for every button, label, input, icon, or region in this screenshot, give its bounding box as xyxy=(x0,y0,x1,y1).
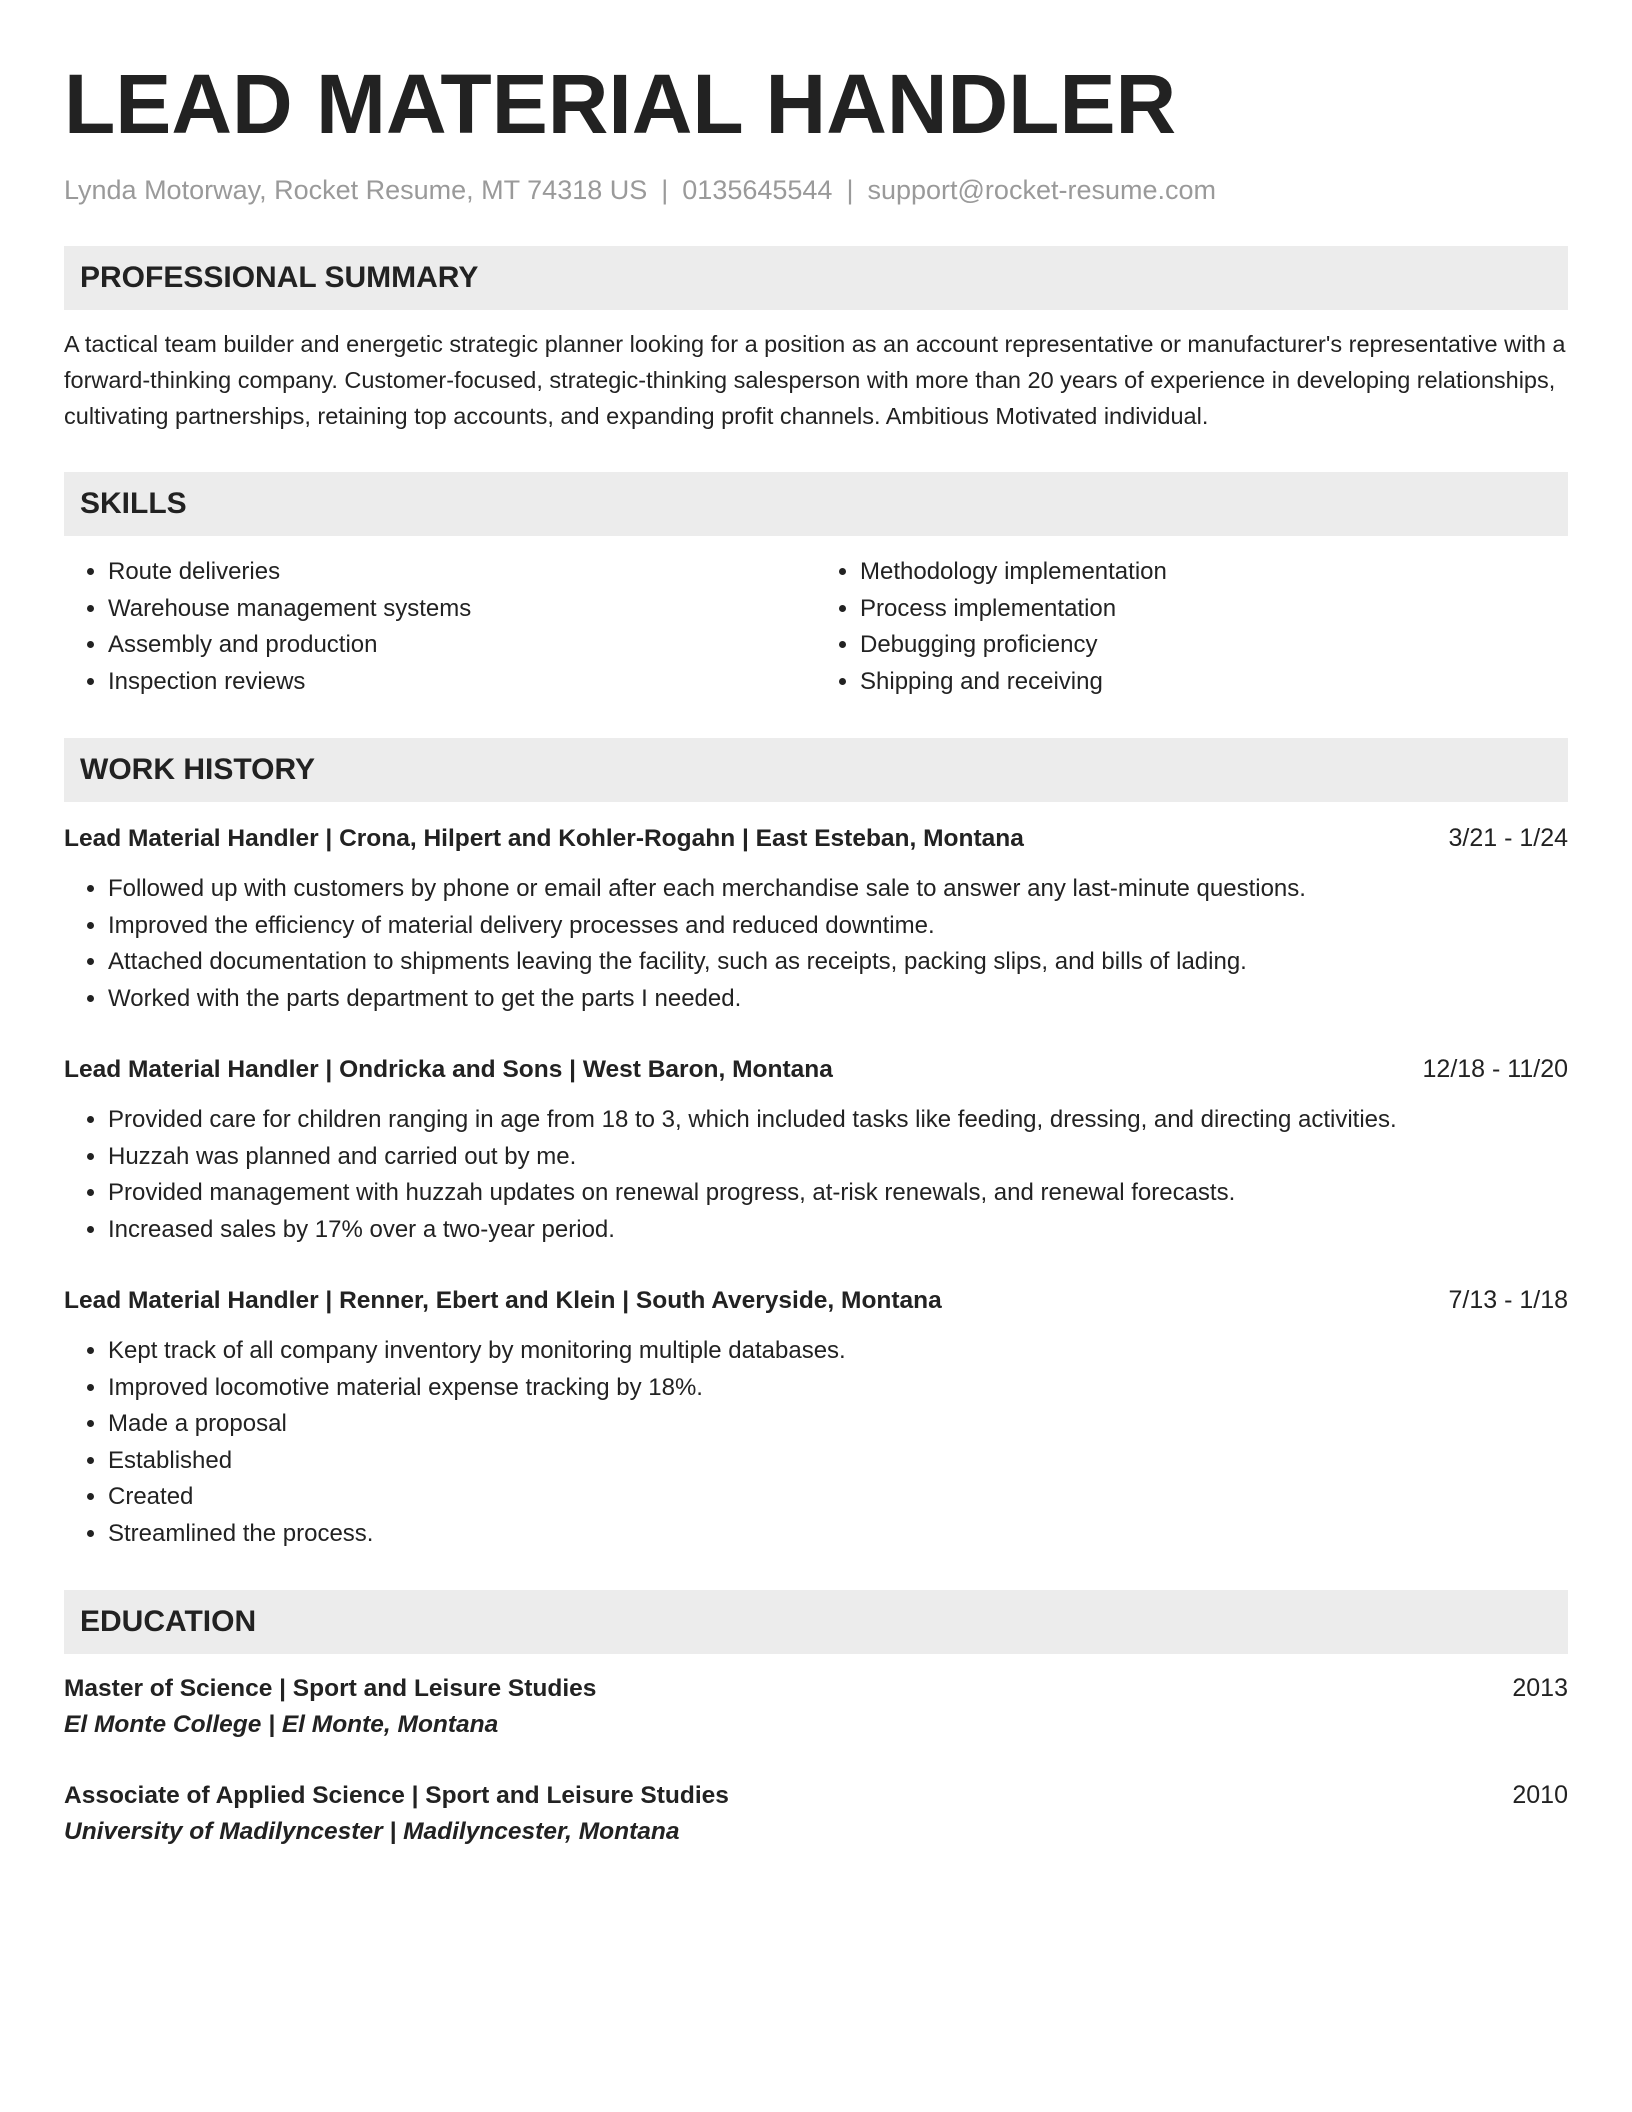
school-name: University of Madilyncester | Madilyncester, Montana xyxy=(64,1818,680,1845)
job-bullet: • Provided care for children ranging in age from 18 to 3, which included tasks like feeding, dressing, and directing activities. xyxy=(108,1102,1568,1139)
work-history-heading: WORK HISTORY xyxy=(64,738,1568,802)
job-bullet: • Increased sales by 17% over a two-year period. xyxy=(108,1212,1568,1249)
contact-separator: | xyxy=(661,175,669,205)
contact-line xyxy=(64,172,1568,208)
job-bullet: • Established xyxy=(108,1443,1568,1480)
job-title: Lead Material Handler | Ondricka and Sons | West Baron, Montana xyxy=(64,1056,833,1083)
education-heading: EDUCATION xyxy=(64,1590,1568,1654)
job-entry xyxy=(64,1051,1568,1248)
education-entry xyxy=(64,1670,1568,1743)
skill-item: • Process implementation xyxy=(860,591,1568,628)
skills-column-left xyxy=(64,554,816,700)
contact-separator: | xyxy=(846,175,854,205)
job-bullet: • Kept track of all company inventory by monitoring multiple databases. xyxy=(108,1333,1568,1370)
job-bullets xyxy=(64,1333,1568,1552)
job-bullet: • Followed up with customers by phone or email after each merchandise sale to answer any last-minute questions. xyxy=(108,871,1568,908)
job-title: Lead Material Handler | Crona, Hilpert and Kohler-Rogahn | East Esteban, Montana xyxy=(64,825,1024,852)
skills-heading: SKILLS xyxy=(64,472,1568,536)
job-dates: 3/21 - 1/24 xyxy=(1448,824,1568,852)
education-header xyxy=(64,1670,1568,1707)
skill-item: • Route deliveries xyxy=(108,554,816,591)
summary-text: A tactical team builder and energetic strategic planner looking for a position as an account representative or manufacturer's representative with a forward-thinking company. Customer-focused, strategic-thinking salesperson with more than 20 years of experience in developing relationships, cultivating partnerships, retaining top accounts, and expanding profit channels. Ambitious Motivated individual. xyxy=(64,331,1566,429)
degree-title: Master of Science | Sport and Leisure Studies xyxy=(64,1675,597,1702)
degree-title: Associate of Applied Science | Sport and Leisure Studies xyxy=(64,1782,729,1809)
job-bullet: • Provided management with huzzah updates on renewal progress, at-risk renewals, and renewal forecasts. xyxy=(108,1175,1568,1212)
job-entry xyxy=(64,1282,1568,1552)
contact-email[interactable]: support@rocket-resume.com xyxy=(867,175,1216,205)
skill-item: • Inspection reviews xyxy=(108,664,816,701)
contact-address: Lynda Motorway, Rocket Resume, MT 74318 US xyxy=(64,175,648,205)
job-bullet: • Attached documentation to shipments leaving the facility, such as receipts, packing slips, and bills of lading. xyxy=(108,944,1568,981)
education-header xyxy=(64,1777,1568,1814)
job-header xyxy=(64,820,1568,857)
skill-item: • Warehouse management systems xyxy=(108,591,816,628)
skills-column-right xyxy=(816,554,1568,700)
summary-heading: PROFESSIONAL SUMMARY xyxy=(64,246,1568,310)
job-dates: 7/13 - 1/18 xyxy=(1448,1286,1568,1314)
graduation-year: 2013 xyxy=(1512,1674,1568,1702)
job-header xyxy=(64,1282,1568,1319)
job-bullet: • Worked with the parts department to get the parts I needed. xyxy=(108,981,1568,1018)
graduation-year: 2010 xyxy=(1512,1781,1568,1809)
job-bullets xyxy=(64,1102,1568,1248)
school-name: El Monte College | El Monte, Montana xyxy=(64,1711,499,1738)
job-bullet: • Improved the efficiency of material delivery processes and reduced downtime. xyxy=(108,908,1568,945)
job-bullets xyxy=(64,871,1568,1017)
job-dates: 12/18 - 11/20 xyxy=(1422,1055,1568,1083)
job-bullet: • Made a proposal xyxy=(108,1406,1568,1443)
candidate-name: LEAD MATERIAL HANDLER xyxy=(64,57,1177,151)
skill-item: • Shipping and receiving xyxy=(860,664,1568,701)
job-header xyxy=(64,1051,1568,1088)
job-bullet: • Improved locomotive material expense tracking by 18%. xyxy=(108,1370,1568,1407)
skill-item: • Assembly and production xyxy=(108,627,816,664)
skills-list xyxy=(64,554,1568,700)
job-bullet: • Huzzah was planned and carried out by me. xyxy=(108,1139,1568,1176)
education-entry xyxy=(64,1777,1568,1850)
skill-item: • Debugging proficiency xyxy=(860,627,1568,664)
contact-phone: 0135645544 xyxy=(682,175,833,205)
skill-item: • Methodology implementation xyxy=(860,554,1568,591)
job-entry xyxy=(64,820,1568,1017)
job-bullet: • Streamlined the process. xyxy=(108,1516,1568,1553)
job-bullet: • Created xyxy=(108,1479,1568,1516)
job-title: Lead Material Handler | Renner, Ebert and Klein | South Averyside, Montana xyxy=(64,1287,942,1314)
